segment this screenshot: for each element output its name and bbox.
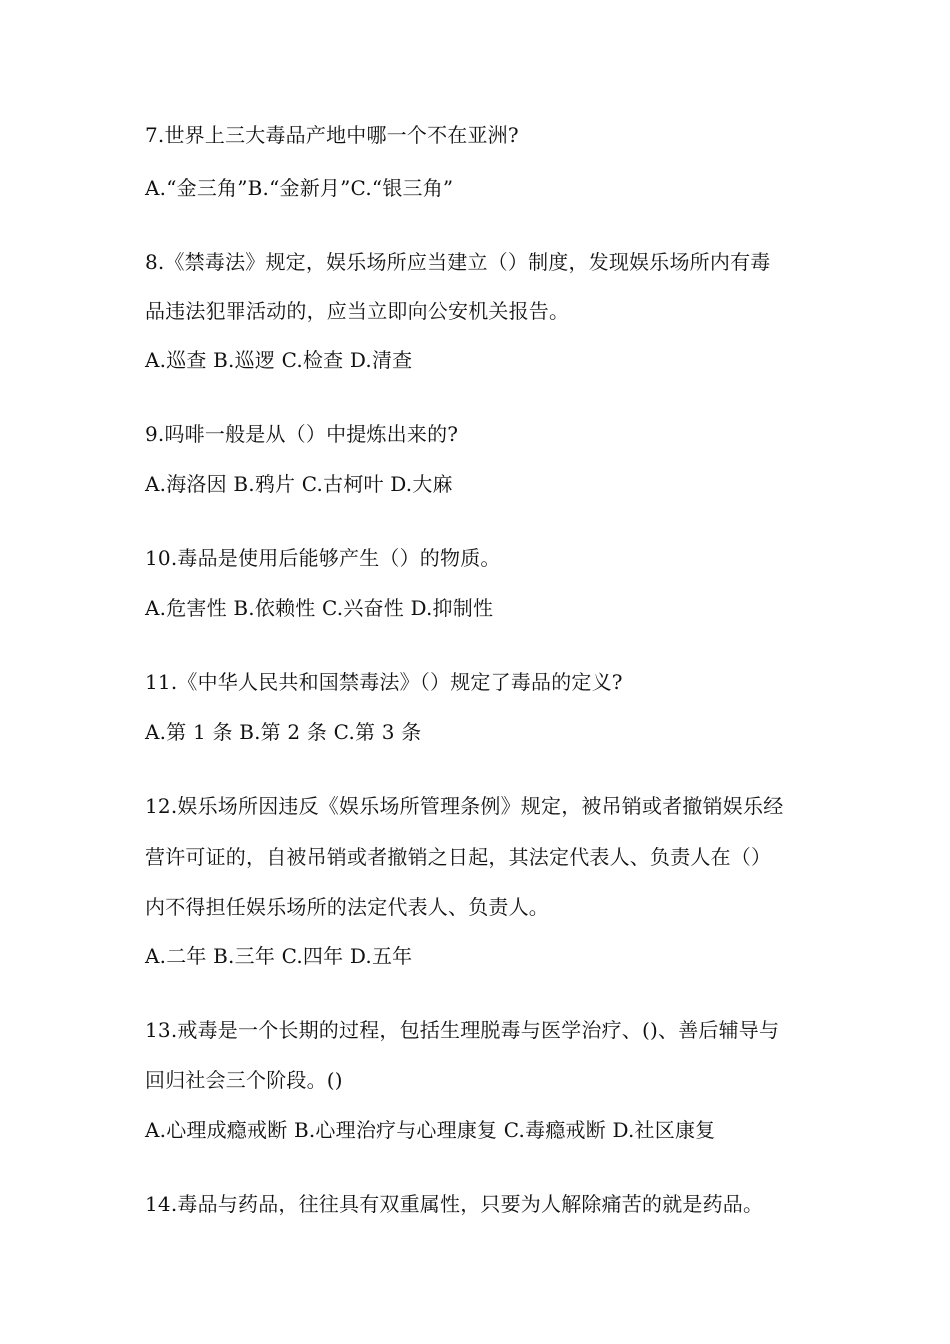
question-14-text: 14.毒品与药品，往往具有双重属性，只要为人解除痛苦的就是药品。 — [145, 1192, 764, 1216]
question-10-text: 10.毒品是使用后能够产生（）的物质。 — [145, 546, 501, 570]
question-12-options: A.二年 B.三年 C.四年 D.五年 — [145, 944, 413, 968]
question-11-options: A.第 1 条 B.第 2 条 C.第 3 条 — [145, 720, 422, 744]
question-12-text-line-2: 营许可证的，自被吊销或者撤销之日起，其法定代表人、负责人在（） — [145, 845, 772, 869]
question-7-options: A.“金三角”B.“金新月”C.“银三角” — [145, 176, 454, 200]
question-13-options: A.心理成瘾戒断 B.心理治疗与心理康复 C.毒瘾戒断 D.社区康复 — [145, 1118, 716, 1142]
question-9-options: A.海洛因 B.鸦片 C.古柯叶 D.大麻 — [145, 472, 453, 496]
question-7-text: 7.世界上三大毒品产地中哪一个不在亚洲? — [145, 123, 519, 147]
question-10-options: A.危害性 B.依赖性 C.兴奋性 D.抑制性 — [145, 596, 494, 620]
question-12-text-line-1: 12.娱乐场所因违反《娱乐场所管理条例》规定，被吊销或者撤销娱乐经 — [145, 794, 784, 818]
question-8-text-line-1: 8.《禁毒法》规定，娱乐场所应当建立（）制度，发现娱乐场所内有毒 — [145, 250, 771, 274]
question-13-text-line-2: 回归社会三个阶段。() — [145, 1068, 343, 1092]
question-11-text: 11.《中华人民共和国禁毒法》（）规定了毒品的定义? — [145, 670, 623, 694]
question-9-text: 9.吗啡一般是从（）中提炼出来的? — [145, 422, 459, 446]
question-12-text-line-3: 内不得担任娱乐场所的法定代表人、负责人。 — [145, 895, 549, 919]
question-13-text-line-1: 13.戒毒是一个长期的过程，包括生理脱毒与医学治疗、()、善后辅导与 — [145, 1018, 780, 1042]
question-8-options: A.巡查 B.巡逻 C.检查 D.清查 — [145, 348, 413, 372]
question-8-text-line-2: 品违法犯罪活动的，应当立即向公安机关报告。 — [145, 299, 570, 323]
